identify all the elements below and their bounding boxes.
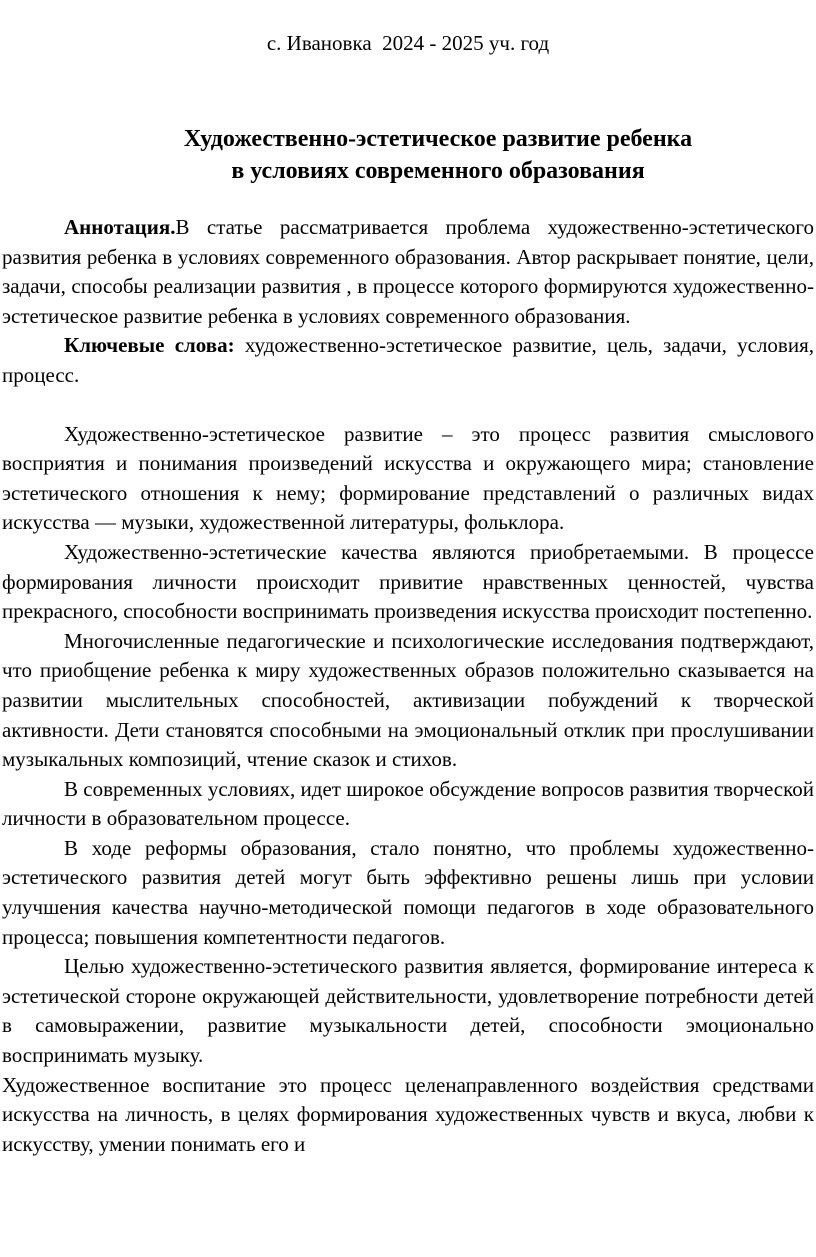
title-line-1: Художественно-эстетическое развитие ребенка — [183, 126, 693, 152]
keywords-text: художественно-эстетическое развитие, цель, задачи, условия, процесс. — [2, 333, 814, 387]
body-paragraph-1: Художественно-эстетическое развитие – это процесс развития смыслового восприятия и понимания произведений искусства и окружающего мира; становление эстетического отношения к нему; формирование представлений о различных видах искусства — музыки, художественной литературы, фольклора. — [2, 421, 814, 535]
place-and-year: с. Ивановка 2024 - 2025 уч. год — [266, 31, 550, 55]
title-line-2: в условиях современного образования — [231, 158, 645, 184]
body-paragraph-2: Художественно-эстетические качества являются приобретаемыми. В процессе формирования личности происходит привитие нравственных ценностей, чувства прекрасного, способности воспринимать произведения искусства происходит постепенно. — [2, 539, 814, 624]
article-body — [2, 213, 814, 1159]
keywords-paragraph — [2, 331, 814, 390]
body-paragraph-7: Художественное воспитание это процесс целенаправленного воздействия средствами искусства на личность, в целях формирования художественных чувств и вкуса, любви к искусству, умении понимать его и — [2, 1072, 814, 1156]
spacer — [2, 391, 814, 420]
body-paragraph-4: В современных условиях, идет широкое обсуждение вопросов развития творческой личности в образовательном процессе. — [2, 776, 814, 831]
body-paragraph-6: Целью художественно-эстетического развития является, формирование интереса к эстетической стороне окружающей действительности, удовлетворение потребности детей в самовыражении, развитие музыкальности детей, способности эмоционально воспринимать музыку. — [2, 954, 814, 1068]
body-paragraph-5: В ходе реформы образования, стало понятно, что проблемы художественно-эстетического развития детей могут быть эффективно решены лишь при условии улучшения качества научно-методической помощи педагогов в ходе образовательного процесса; повышения компетентности педагогов. — [2, 835, 814, 949]
abstract-paragraph — [2, 213, 814, 331]
abstract-label: Аннотация. — [64, 215, 176, 239]
abstract-text: В статье рассматривается проблема художественно-эстетического развития ребенка в условиях современного образования. Автор раскрывает понятие, цели, задачи, способы реализации развития , в процессе которого формируются художественно-эстетическое развитие ребенка в условиях современного образования. — [2, 215, 814, 328]
article-title — [0, 123, 816, 187]
body-paragraph-3: Многочисленные педагогические и психологические исследования подтверждают, что приобщение ребенка к миру художественных образов положительно сказывается на развитии мыслительных способностей, активизации побуждений к творческой активности. Дети становятся способными на эмоциональный отклик при прослушивании музыкальных композиций, чтение сказок и стихов. — [2, 628, 814, 772]
keywords-label: Ключевые слова: — [64, 333, 235, 358]
